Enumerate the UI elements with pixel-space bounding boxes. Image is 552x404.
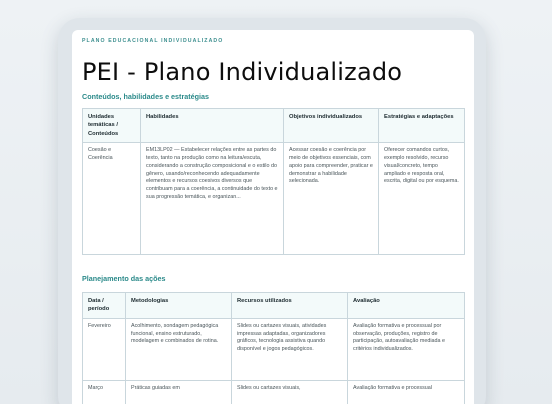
header-recursos: Recursos utilizados xyxy=(232,293,348,319)
cell-periodo: Fevereiro xyxy=(83,318,126,380)
cell-recursos: Slides ou cartazes visuais, xyxy=(232,380,348,404)
cell-recursos: Slides ou cartazes visuais, atividades impressas adaptadas, organizadores gráficos, tecnologia assistiva quando disponível e jogos pedagógicos. xyxy=(232,318,348,380)
section-title-conteudos: Conteúdos, habilidades e estratégias xyxy=(82,92,210,101)
table-conteudos xyxy=(82,108,465,255)
cell-avaliacao: Avaliação formativa e processual xyxy=(348,380,465,404)
cell-periodo: Março xyxy=(83,380,126,404)
cell-habilidade: EM13LP02 — Estabelecer relações entre as partes do texto, tanto na produção como na leitura/escuta, considerando a construção composicional e o estilo do gênero, usando/reconhecendo adequadamente elementos e recursos coesivos diversos que contribuam para a coerência, a continuidade do texto e sua progressão temática, e organizan... xyxy=(141,143,284,255)
header-metodologias: Metodologias xyxy=(126,293,232,319)
cell-metodologia: Acolhimento, sondagem pedagógica funcional, ensino estruturado, modelagem e combinados de rotina. xyxy=(126,318,232,380)
cell-unidade: Coesão e Coerência xyxy=(83,143,141,255)
header-objetivos: Objetivos individualizados xyxy=(284,109,379,143)
document-page xyxy=(72,30,474,404)
header-habilidades: Habilidades xyxy=(141,109,284,143)
header-unidades: Unidades temáticas / Conteúdos xyxy=(83,109,141,143)
table-row xyxy=(83,318,465,380)
document-kicker: PLANO EDUCACIONAL INDIVIDUALIZADO xyxy=(82,38,224,44)
table-header-row xyxy=(83,109,465,143)
table-header-row xyxy=(83,293,465,319)
cell-avaliacao: Avaliação formativa e processual por observação, produções, registro de participação, autoavaliação mediada e critérios individualizados. xyxy=(348,318,465,380)
cell-metodologia: Práticas guiadas em xyxy=(126,380,232,404)
document-title: PEI - Plano Individualizado xyxy=(82,58,403,86)
header-avaliacao: Avaliação xyxy=(348,293,465,319)
table-row xyxy=(83,380,465,404)
cell-estrategia: Oferecer comandos curtos, exemplo resolvido, recurso visual/concreto, tempo ampliado e resposta oral, escrita, digital ou por esquema. xyxy=(379,143,465,255)
table-planejamento xyxy=(82,292,465,404)
header-estrategias: Estratégias e adaptações xyxy=(379,109,465,143)
header-data: Data / período xyxy=(83,293,126,319)
section-title-planejamento: Planejamento das ações xyxy=(82,274,166,283)
table-row xyxy=(83,143,465,255)
cell-objetivo: Acessar coesão e coerência por meio de objetivos essenciais, com apoio para compreender, praticar e demonstrar a habilidade selecionada. xyxy=(284,143,379,255)
